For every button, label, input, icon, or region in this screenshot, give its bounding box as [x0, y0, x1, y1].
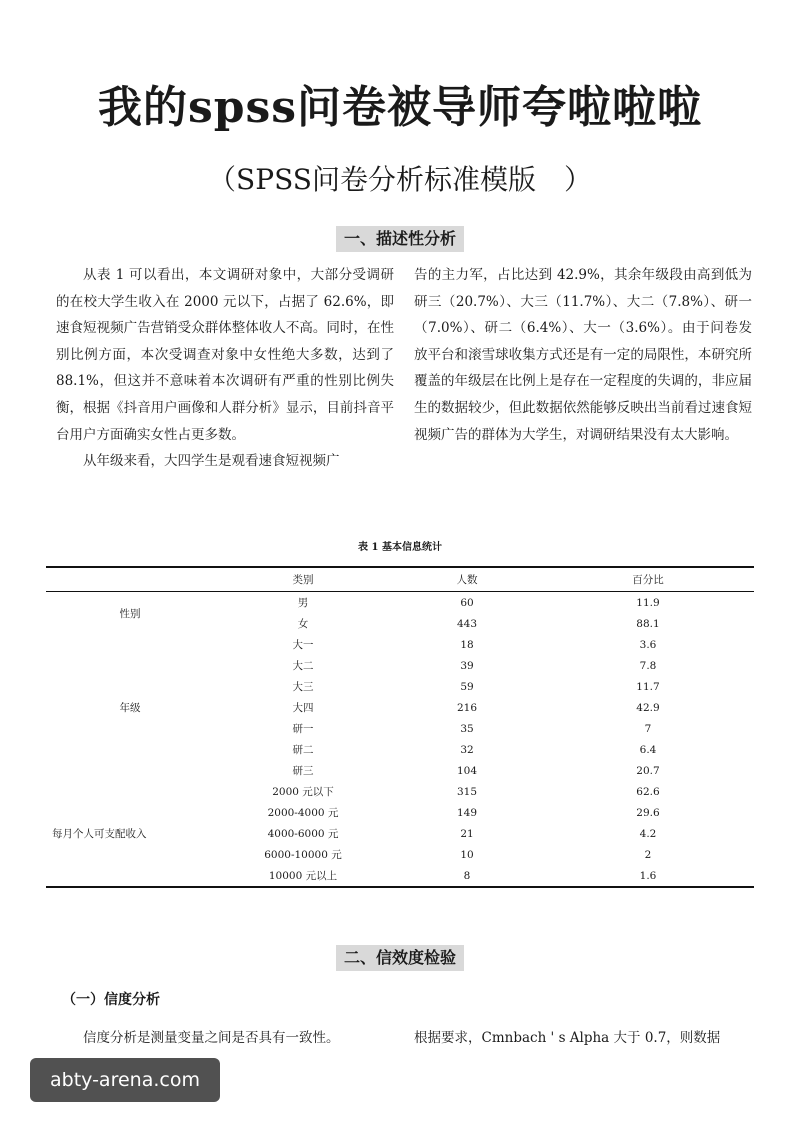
- subsection-heading: （一）信度分析: [62, 992, 160, 1008]
- table-cell-percent: 2: [644, 848, 652, 861]
- table-cell-category: 大二: [292, 660, 314, 672]
- table-cell-category: 大三: [292, 681, 314, 693]
- bottom-text-right: 根据要求，Cmnbach ' s Alpha 大于 0.7，则数据: [414, 1030, 721, 1046]
- table-group-cell: 年级: [119, 702, 141, 714]
- watermark-badge[interactable]: abty-arena.com: [30, 1058, 220, 1102]
- table-cell-count: 35: [460, 722, 474, 735]
- table-cell-count: 10: [460, 848, 474, 861]
- table-caption: 表 1 基本信息统计: [358, 542, 442, 553]
- left-text-column: [56, 262, 394, 475]
- table-cell-percent: 6.4: [639, 743, 657, 756]
- table-cell-percent: 1.6: [639, 869, 657, 882]
- table-cell-percent: 3.6: [639, 638, 657, 651]
- table-row: [46, 592, 754, 614]
- table-row: [46, 634, 754, 655]
- table-cell-percent: 20.7: [636, 764, 660, 777]
- table-cell-percent: 42.9: [636, 701, 660, 714]
- table-row: [46, 781, 754, 802]
- table-cell-category: 研一: [292, 723, 314, 735]
- left-paragraph-1: 从表 1 可以看出，本文调研对象中，大部分受调研的在校大学生收入在 2000 元以下，占据了 62.6%，即速食短视频广告营销受众群体整体收人不高。同时，在性别比例方面，本次受调查对象中女性绝大多数，达到了 88.1%，但这并不意味着本次调研有严重的性别比例失衡，根据《抖音用户画像和人群分析》显示，目前抖音平台用户方面确实女性占更多数。: [56, 267, 394, 443]
- table-header-cell: 类别: [214, 567, 392, 592]
- table-cell-count: 39: [460, 659, 474, 672]
- table-cell-count: 18: [460, 638, 474, 651]
- right-text-column: [414, 262, 752, 448]
- table-cell-count: 60: [460, 596, 474, 609]
- table-cell-percent: 11.9: [636, 596, 660, 609]
- table-cell-percent: 29.6: [636, 806, 660, 819]
- table-cell-count: 443: [456, 617, 478, 630]
- table-cell-category: 4000-6000 元: [267, 828, 339, 840]
- section-heading-label: 二、信效度检验: [336, 945, 464, 971]
- table-cell-percent: 88.1: [636, 617, 660, 630]
- table-cell-percent: 62.6: [636, 785, 660, 798]
- table-cell-category: 10000 元以上: [268, 870, 338, 882]
- section-heading-descriptive: [0, 226, 800, 252]
- table-cell-category: 女: [297, 618, 309, 630]
- table-group-cell: 每月个人可支配收入: [52, 828, 147, 840]
- table-header-row: [46, 567, 754, 592]
- table-cell-percent: 7.8: [639, 659, 657, 672]
- table-cell-count: 59: [460, 680, 474, 693]
- table-cell-category: 研三: [292, 765, 314, 777]
- table-cell-category: 研二: [292, 744, 314, 756]
- section-heading-label: 一、描述性分析: [336, 226, 464, 252]
- table-cell-count: 315: [456, 785, 478, 798]
- page-title: 我的spss问卷被导师夸啦啦啦: [97, 82, 703, 133]
- table-header-cell: 百分比: [542, 567, 754, 592]
- table-cell-category: 2000 元以下: [272, 786, 334, 798]
- table-body: [46, 592, 754, 888]
- table-cell-count: 104: [456, 764, 478, 777]
- table-cell-category: 男: [297, 597, 309, 609]
- table-header-cell: 人数: [392, 567, 542, 592]
- table-cell-category: 大四: [292, 702, 314, 714]
- bottom-text-line: [56, 1027, 756, 1049]
- table-cell-count: 216: [456, 701, 478, 714]
- table-cell-category: 2000-4000 元: [267, 807, 339, 819]
- table-cell-count: 149: [456, 806, 478, 819]
- table-group-cell: 性别: [119, 607, 141, 620]
- section-heading-reliability: [0, 945, 800, 971]
- bottom-text-left: 信度分析是测量变量之间是否具有一致性。: [83, 1030, 340, 1046]
- page-subtitle: （SPSS问卷分析标准模版 ）: [208, 163, 592, 196]
- table-cell-percent: 7: [644, 722, 652, 735]
- left-paragraph-2: 从年级来看，大四学生是观看速食短视频广: [83, 453, 340, 470]
- table-cell-count: 8: [463, 869, 471, 882]
- basic-info-table: [46, 566, 754, 888]
- table-cell-count: 32: [460, 743, 474, 756]
- table-header-cell: [46, 567, 214, 592]
- right-paragraph-1: 告的主力军，占比达到 42.9%，其余年级段由高到低为研三（20.7%）、大三（11.7%）、大二（7.8%）、研一（7.0%）、研二（6.4%）、大一（3.6%）。由于问卷发放平台和滚雪球收集方式还是有一定的局限性，本研究所覆盖的年级层在比例上是存在一定程度的失调的，非应届生的数据较少，但此数据依然能够反映出当前看过速食短视频广告的群体为大学生，对调研结果没有太大影响。: [414, 267, 752, 443]
- table-cell-category: 大一: [292, 639, 314, 651]
- table-cell-count: 21: [460, 827, 474, 840]
- table-cell-percent: 4.2: [639, 827, 657, 840]
- table-cell-category: 6000-10000 元: [264, 849, 342, 861]
- table-cell-percent: 11.7: [636, 680, 660, 693]
